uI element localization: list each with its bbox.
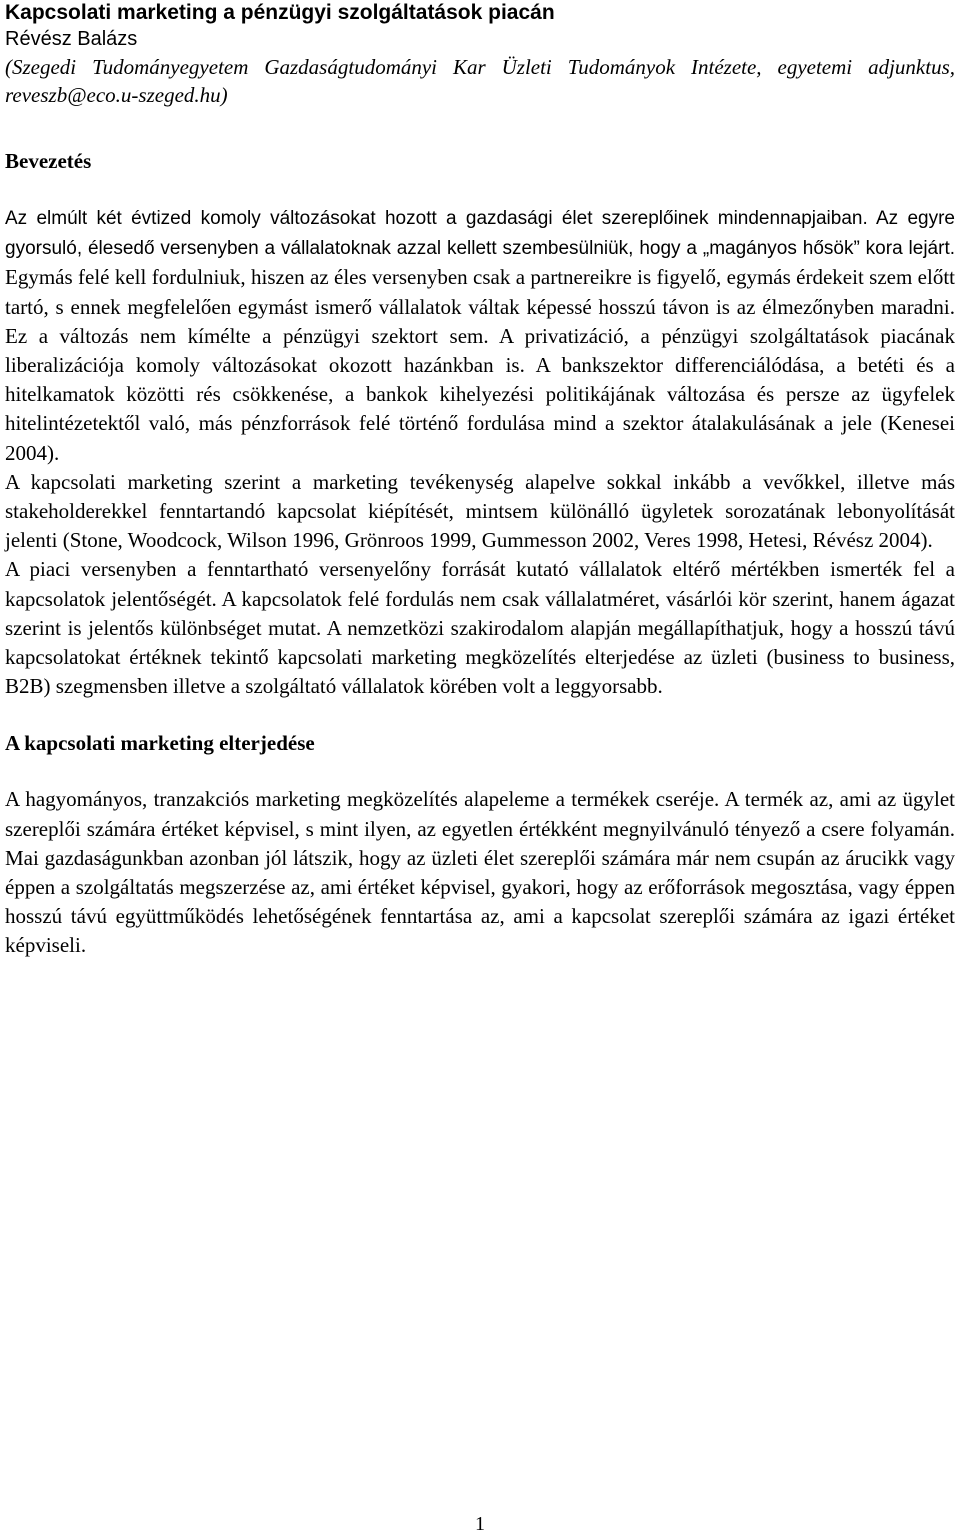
intro-paragraph-serif-segment: Egymás felé kell fordulniuk, hiszen az éles versenyben csak a partnereikre is figyelő, egymás érdekeit szem előtt tartó, s ennek megfelelően egymást ismerő vállalatok váltak képessé hosszú távon is az élmezőnyben maradni. Ez a változás nem kímélte a pénzügyi szektort sem. A privatizáció, a pénzügyi szolgáltatások piacának liberalizációja komoly változásokat okozott hazánkban is. A bankszektor differenciálódása, a betéti és a hitelkamatok közötti rés csökkenése, a bankok kihelyezési politikájának változása és persze az ügyfelek hitelintézetektől való, más pénzforrások felé történő fordulása mind a szektor átalakulásának a jele (Kenesei 2004). bbox=[5, 265, 955, 465]
paper-title: Kapcsolati marketing a pénzügyi szolgáltatások piacán bbox=[5, 1, 555, 24]
author-affiliation: (Szegedi Tudományegyetem Gazdaságtudományi Kar Üzleti Tudományok Intézete, egyetemi adjunktus, reveszb@eco.u-szeged.hu) bbox=[5, 55, 955, 107]
intro-paragraph-sans-segment: Az elmúlt két évtized komoly változásokat hozott a gazdasági élet szereplőinek mindennapjaiban. Az egyre gyorsuló, élesedő versenyben a vállalatoknak azzal kellett szembesülniük, hogy a „magányos hősök” kora lejárt. bbox=[5, 208, 955, 260]
section-heading-spread: A kapcsolati marketing elterjedése bbox=[5, 731, 315, 756]
paragraph-competitive-advantage: A piaci versenyben a fenntartható versenyelőny forrását kutató vállalatok eltérő mértékben ismerték fel a kapcsolatok jelentőségét. A kapcsolatok felé fordulás nem csak vállalatméret, vásárlói kör szerint, hanem ágazat szerint is jelentős különbséget mutat. A nemzetközi szakirodalom alapján megállapíthatjuk, hogy a hosszú távú kapcsolatokat értéknek tekintő kapcsolati marketing megközelítés elterjedése az üzleti (business to business, B2B) szegmensben illetve a szolgáltató vállalatok körében volt a leggyorsabb. bbox=[5, 557, 955, 699]
author-name: Révész Balázs bbox=[5, 28, 138, 50]
paragraph-relationship-marketing-definition: A kapcsolati marketing szerint a marketing tevékenység alapelve sokkal inkább a vevőkkel, illetve más stakeholderekkel fenntartandó kapcsolat kiépítését, mintsem különálló ügyletek sorozatának lebonyolítását jelenti (Stone, Woodcock, Wilson 1996, Grönroos 1999, Gummesson 2002, Veres 1998, Hetesi, Révész 2004). bbox=[5, 469, 955, 553]
intro-paragraph bbox=[5, 203, 955, 468]
document-page bbox=[5, 0, 955, 961]
page-number: 1 bbox=[475, 1513, 485, 1535]
section-heading-introduction: Bevezetés bbox=[5, 149, 92, 173]
paragraph-transactional-marketing: A hagyományos, tranzakciós marketing megközelítés alapeleme a termékek cseréje. A termék az, ami az ügylet szereplői számára értéket képvisel, s mint ilyen, az egyetlen értékként megnyilvánuló tényező a csere folyamán. Mai gazdaságunkban azonban jól látszik, hogy az üzleti élet szereplői számára már nem csupán az árucikk vagy éppen a szolgáltatás megszerzése az, ami értéket képvisel, gyakori, hogy az erőforrások megosztása, vagy éppen hosszú távú együttműködés lehetőségének fenntartása az, ami a kapcsolat szereplői számára az igazi értéket képviseli. bbox=[5, 787, 955, 958]
